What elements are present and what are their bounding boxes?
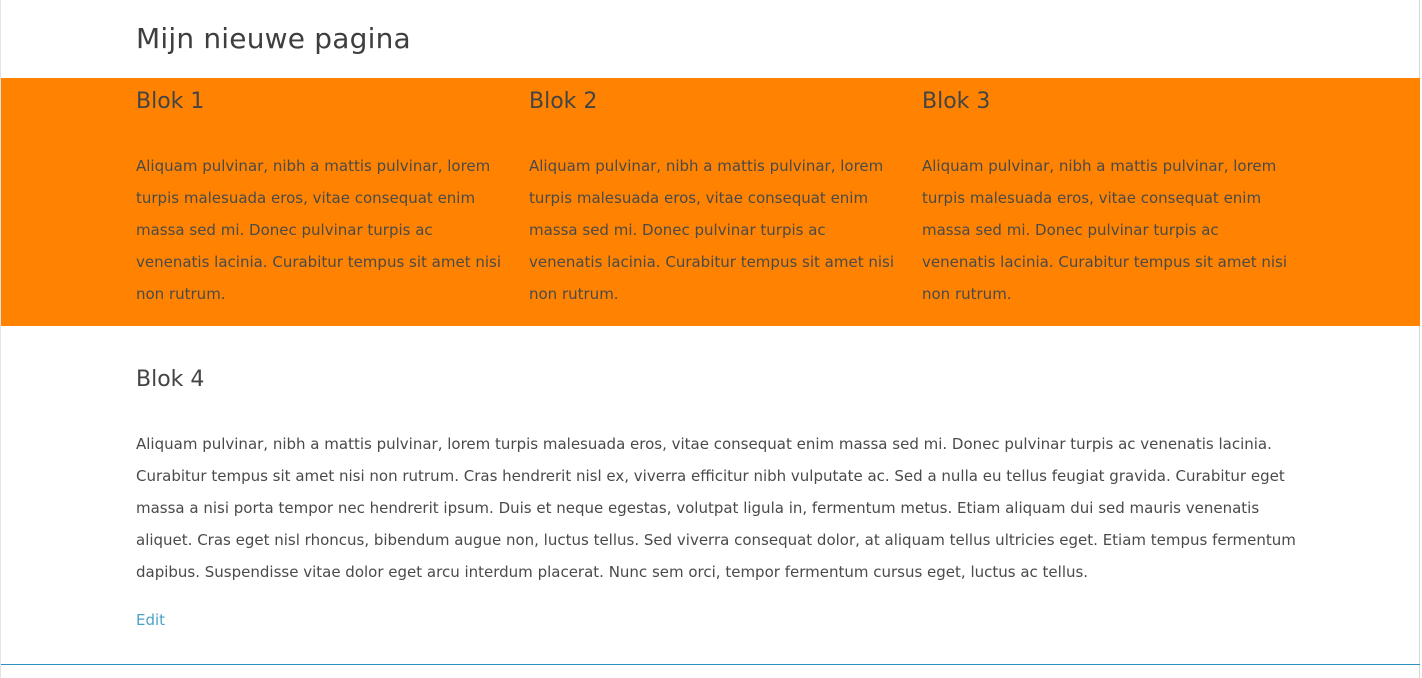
block-3-heading: Blok 3 (922, 89, 991, 114)
orange-band (1, 78, 1420, 326)
block-3-text: Aliquam pulvinar, nibh a mattis pulvinar, lorem turpis malesuada eros, vitae consequat enim massa sed mi. Donec pulvinar turpis ac venenatis lacinia. Curabitur tempus sit amet nisi non rutrum. (922, 157, 1288, 303)
edit-link[interactable]: Edit (136, 611, 166, 629)
block-1-heading: Blok 1 (136, 89, 205, 114)
block-4-text: Aliquam pulvinar, nibh a mattis pulvinar, lorem turpis malesuada eros, vitae consequat enim massa sed mi. Donec pulvinar turpis ac venenatis lacinia. Curabitur tempus sit amet nisi non rutrum. Cras hendrerit nisl ex, viverra efficitur nibh vulputate ac. Sed a nulla eu tellus feugiat gravida. Curabitur eget massa a nisi porta tempor nec hendrerit ipsum. Duis et neque egestas, volutpat ligula in, fermentum metus. Etiam aliquam dui sed mauris venenatis aliquet. Cras eget nisl rhoncus, bibendum augue non, luctus tellus. Sed viverra consequat dolor, at aliquam tellus ultricies eget. Etiam tempus fermentum dapibus. Suspendisse vitae dolor eget arcu interdum placerat. Nunc sem orci, tempor fermentum cursus eget, luctus ac tellus. (136, 435, 1296, 581)
block-2-heading: Blok 2 (529, 89, 598, 114)
block-4-heading: Blok 4 (136, 367, 205, 392)
block-2-text: Aliquam pulvinar, nibh a mattis pulvinar, lorem turpis malesuada eros, vitae consequat enim massa sed mi. Donec pulvinar turpis ac venenatis lacinia. Curabitur tempus sit amet nisi non rutrum. (529, 157, 895, 303)
bottom-divider (1, 664, 1420, 665)
block-1-text: Aliquam pulvinar, nibh a mattis pulvinar, lorem turpis malesuada eros, vitae consequat enim massa sed mi. Donec pulvinar turpis ac venenatis lacinia. Curabitur tempus sit amet nisi non rutrum. (136, 157, 502, 303)
page-title: Mijn nieuwe pagina (136, 22, 411, 55)
